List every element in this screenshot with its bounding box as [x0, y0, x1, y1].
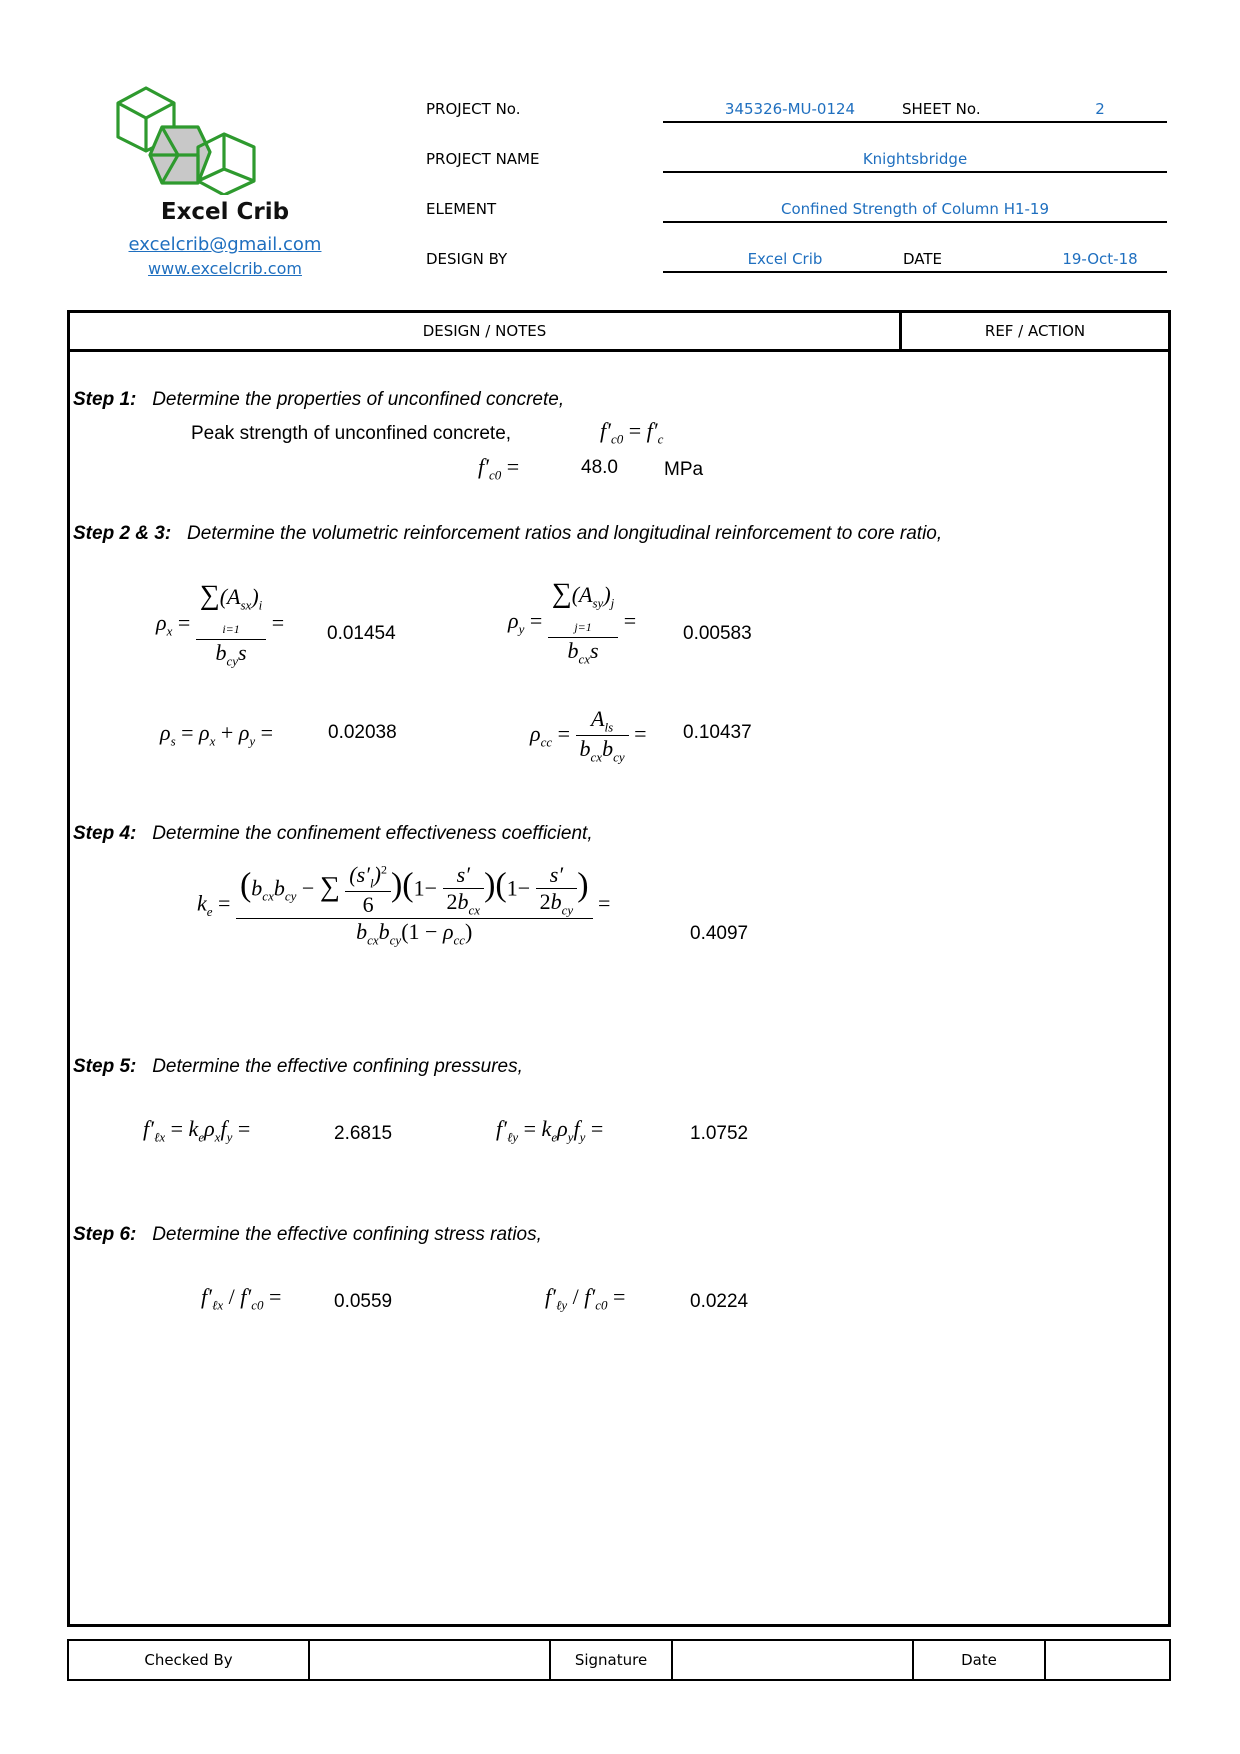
design-by-label: DESIGN BY: [426, 250, 508, 268]
design-by-underline: [663, 271, 1167, 273]
rho-s-formula: $\rho_s = \rho_x + \rho_y$ =: [160, 720, 274, 749]
step-6-heading: [73, 1224, 542, 1246]
fc0-formula: $f'_{c0}$ =: [478, 454, 520, 483]
sheet-no-label: SHEET No.: [902, 100, 981, 118]
date-footer-label: Date: [913, 1640, 1045, 1680]
design-notes-header: DESIGN / NOTES: [422, 322, 547, 340]
fly-ratio-value: 0.0224: [690, 1291, 749, 1312]
step-4-label: Step 4:: [73, 823, 137, 844]
project-no-value: 345326-MU-0124: [724, 100, 856, 118]
fly-value: 1.0752: [690, 1123, 749, 1144]
peak-strength-text: Peak strength of unconfined concrete,: [191, 423, 512, 444]
rho-y-formula: $\rho_y$ = $\sum(A_{sy})_j$ j=1 $b_{cx}s$ =: [508, 578, 637, 667]
step-1-heading: [73, 389, 564, 411]
project-no-underline: [663, 121, 1167, 123]
signature-field[interactable]: [672, 1640, 913, 1680]
project-name-underline: [663, 171, 1167, 173]
step-2-3-label: Step 2 & 3:: [73, 523, 172, 544]
ref-action-header: REF / ACTION: [984, 322, 1086, 340]
brand-name: Excel Crib: [160, 199, 290, 225]
step-1-label: Step 1:: [73, 389, 137, 410]
step-5-label: Step 5:: [73, 1056, 137, 1077]
excel-crib-cubes-logo-icon: [110, 85, 260, 195]
rho-x-formula: $\rho_x$ = $\sum(A_{sx})_i$ i=1 $b_{cy}s$ =: [156, 580, 285, 669]
element-underline: [663, 221, 1167, 223]
step-2-3-text: Determine the volumetric reinforcement ratios and longitudinal reinforcement to core ratio,: [187, 523, 943, 544]
element-value: Confined Strength of Column H1-19: [780, 200, 1050, 218]
step-4-heading: [73, 823, 593, 845]
rho-y-value: 0.00583: [683, 623, 752, 644]
flx-ratio-value: 0.0559: [334, 1291, 393, 1312]
date-value: 19-Oct-18: [1062, 250, 1138, 268]
checked-by-label: Checked By: [68, 1640, 309, 1680]
step-2-3-heading: [73, 523, 942, 545]
project-no-label: PROJECT No.: [426, 100, 521, 118]
step-5-text: Determine the effective confining pressures,: [152, 1056, 523, 1077]
logo: [110, 85, 260, 195]
date-footer-field[interactable]: [1045, 1640, 1170, 1680]
ke-formula: $k_e$ = ($b_{cx}b_{cy}$ − ∑ $\frac{(s'_l)^2}{6}$ )(1− $\frac{s'}{2b_{cx}}$ )(1− $\frac{s'}{2b_{cy}}$ ) $b_{cx}b_{cy}(1 - \rho_{cc})$ =: [197, 862, 611, 948]
rho-s-value: 0.02038: [328, 722, 397, 743]
fc0-value: 48.0: [581, 457, 618, 478]
element-label: ELEMENT: [426, 200, 497, 218]
checked-by-field[interactable]: [309, 1640, 550, 1680]
flx-ratio-formula: $f'_{\ell x} / f'_{c0}$ =: [201, 1284, 282, 1313]
step-6-text: Determine the effective confining stress ratios,: [152, 1224, 542, 1245]
step-5-heading: [73, 1056, 523, 1078]
fly-ratio-formula: $f'_{\ell y} / f'_{c0}$ =: [545, 1284, 626, 1313]
date-label: DATE: [903, 250, 943, 268]
rho-cc-formula: $\rho_{cc}$ = $\frac{A_{ls}}{b_{cx}b_{cy}}$ =: [530, 706, 647, 765]
step-1-text: Determine the properties of unconfined concrete,: [152, 389, 565, 410]
fly-formula: $f'_{\ell y} = k_e\rho_yf_y$ =: [496, 1116, 604, 1145]
email-link[interactable]: excelcrib@gmail.com: [128, 234, 322, 255]
ke-value: 0.4097: [690, 923, 749, 944]
sheet-no-value: 2: [1095, 100, 1105, 118]
project-name-value: Knightsbridge: [862, 150, 968, 168]
step-6-label: Step 6:: [73, 1224, 137, 1245]
fc0-equals-fc-formula: $f'_{c0} = f'_c$: [600, 418, 664, 447]
calculation-sheet-frame: [67, 310, 1171, 1627]
rho-x-value: 0.01454: [327, 623, 396, 644]
sign-off-table: [67, 1639, 1171, 1681]
fc0-unit: MPa: [664, 459, 704, 480]
design-by-value: Excel Crib: [747, 250, 823, 268]
step-4-text: Determine the confinement effectiveness coefficient,: [152, 823, 593, 844]
flx-value: 2.6815: [334, 1123, 393, 1144]
signature-label: Signature: [550, 1640, 672, 1680]
rho-cc-value: 0.10437: [683, 722, 752, 743]
flx-formula: $f'_{\ell x} = k_e\rho_xf_y$ =: [143, 1116, 251, 1145]
table-header-divider: [67, 349, 1171, 352]
website-link[interactable]: www.excelcrib.com: [148, 259, 302, 278]
project-name-label: PROJECT NAME: [426, 150, 540, 168]
